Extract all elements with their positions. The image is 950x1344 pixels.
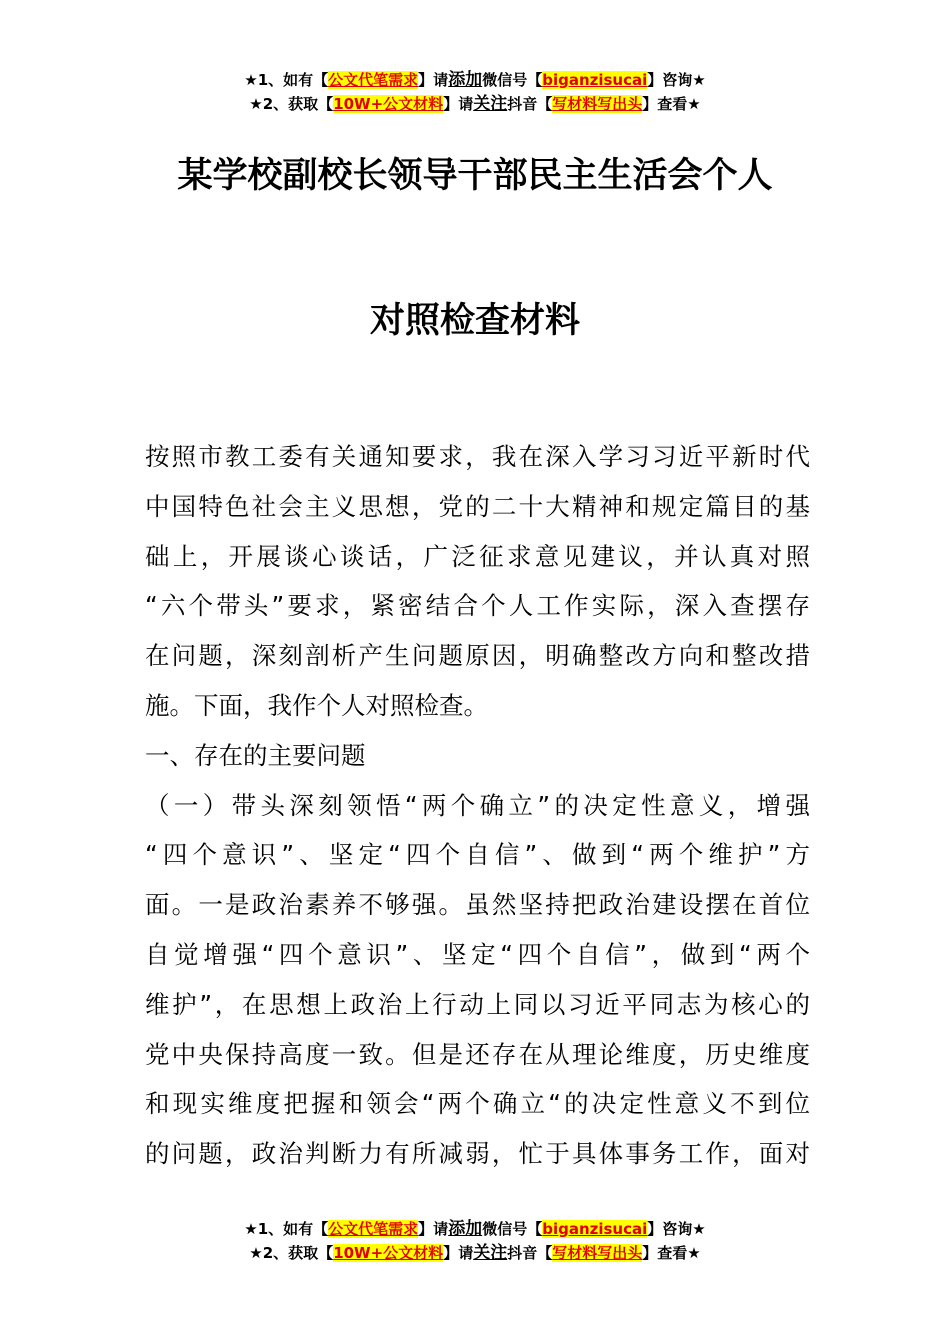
document-title-line-1: 某学校副校长领导干部民主生活会个人	[177, 156, 773, 196]
top-banner	[0, 68, 950, 116]
banner-underlined: 关注	[473, 1243, 508, 1263]
banner-text: 微信号【	[482, 1220, 543, 1238]
document-body	[145, 432, 810, 1179]
body-text-line: 按照市教工委有关通知要求，我在深入学习习近平新时代	[145, 442, 810, 471]
banner-text: 】请	[443, 1244, 474, 1262]
banner-text: 微信号【	[482, 71, 543, 89]
banner-line-1	[0, 68, 950, 92]
banner-highlight: 10W+公文材料	[333, 95, 444, 113]
body-text-line: 自觉增强“四个意识”、坚定“四个自信”，做到“两个	[145, 939, 810, 969]
document-title-line-2: 对照检查材料	[369, 301, 580, 341]
banner-highlight: biganzisucai	[542, 71, 648, 89]
banner-line-1	[0, 1217, 950, 1241]
body-text-line: 在问题，深刻剖析产生问题原因，明确整改方向和整改措	[145, 641, 810, 671]
body-text-line: 一、存在的主要问题	[145, 740, 366, 770]
body-text-line: 中国特色社会主义思想，党的二十大精神和规定篇目的基	[145, 491, 810, 521]
banner-highlight: 公文代笔需求	[328, 1220, 419, 1238]
body-text-line: 础上，开展谈心谈话，广泛征求意见建议，并认真对照	[145, 541, 810, 571]
banner-text: 】咨询★	[647, 1220, 706, 1238]
banner-underlined: 添加	[448, 70, 483, 90]
banner-text: 】请	[418, 1220, 449, 1238]
body-text-line: “四个意识”、坚定“四个自信”、做到“两个维护”方	[145, 840, 810, 870]
body-text-line: （一）带头深刻领悟“两个确立”的决定性意义，增强	[145, 790, 810, 820]
banner-text: 】咨询★	[647, 71, 706, 89]
banner-line-2	[0, 1241, 950, 1265]
banner-text: 】查看★	[642, 95, 701, 113]
banner-text: 抖音【	[507, 95, 553, 113]
banner-text: ★2、获取【	[249, 1244, 334, 1262]
body-text-line: 的问题，政治判断力有所减弱，忙于具体事务工作，面对	[145, 1139, 810, 1169]
bottom-banner	[0, 1217, 950, 1265]
banner-text: ★2、获取【	[249, 95, 334, 113]
body-text-line: “六个带头”要求，紧密结合个人工作实际，深入查摆存	[145, 591, 810, 621]
banner-line-2	[0, 92, 950, 116]
body-text-line: 面。一是政治素养不够强。虽然坚持把政治建设摆在首位	[145, 890, 810, 920]
banner-text: ★1、如有【	[244, 71, 329, 89]
banner-highlight: 写材料写出头	[552, 1244, 643, 1262]
banner-text: 抖音【	[507, 1244, 553, 1262]
banner-text: 】请	[418, 71, 449, 89]
banner-underlined: 关注	[473, 94, 508, 114]
banner-highlight: 公文代笔需求	[328, 71, 419, 89]
body-text-line: 党中央保持高度一致。但是还存在从理论维度，历史维度	[145, 1039, 810, 1069]
body-text-line: 维护”，在思想上政治上行动上同以习近平同志为核心的	[145, 989, 810, 1019]
banner-text: 】请	[443, 95, 474, 113]
banner-text: ★1、如有【	[244, 1220, 329, 1238]
banner-highlight: biganzisucai	[542, 1220, 648, 1238]
body-text-line: 施。下面，我作个人对照检查。	[145, 690, 488, 720]
body-text-line: 和现实维度把握和领会“两个确立“的决定性意义不到位	[145, 1089, 810, 1119]
banner-highlight: 10W+公文材料	[333, 1244, 444, 1262]
banner-highlight: 写材料写出头	[552, 95, 643, 113]
banner-text: 】查看★	[642, 1244, 701, 1262]
banner-underlined: 添加	[448, 1219, 483, 1239]
